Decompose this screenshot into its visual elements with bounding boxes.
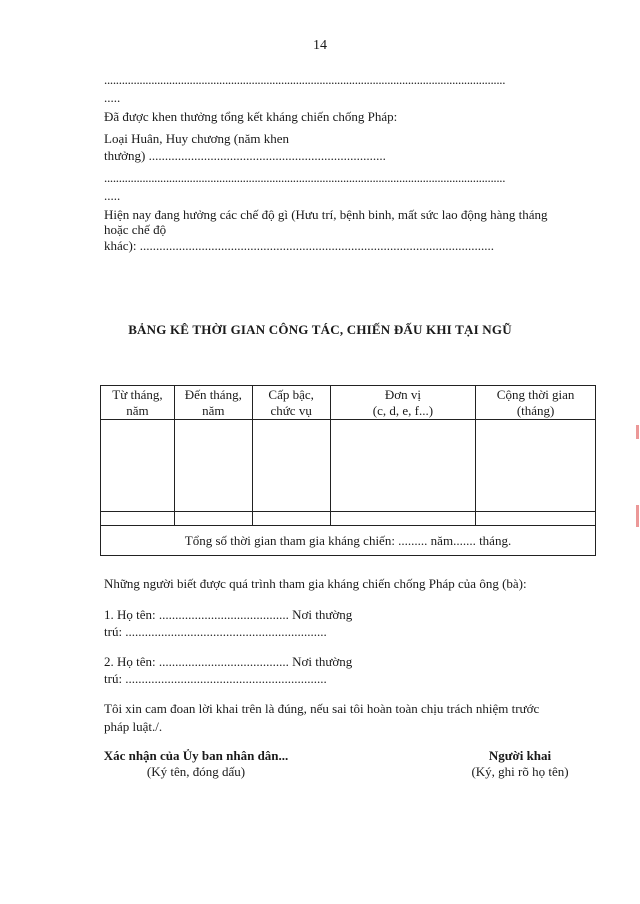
service-table	[100, 385, 596, 556]
table-cell[interactable]	[330, 420, 476, 512]
signature-block-left	[84, 748, 308, 780]
table-row	[101, 420, 596, 512]
header-from-date: Từ tháng, năm	[101, 386, 175, 420]
table-cell[interactable]	[101, 512, 175, 526]
table-cell[interactable]	[101, 420, 175, 512]
table-cell[interactable]	[476, 420, 596, 512]
benefit-line: khác): .............................................................................................................	[104, 238, 494, 253]
table-cell[interactable]	[330, 512, 476, 526]
dotted-line: .....	[104, 90, 121, 105]
table-cell[interactable]	[174, 512, 252, 526]
table-row	[101, 512, 596, 526]
benefit-line: hoặc chế độ	[104, 222, 167, 237]
dotted-line: .....	[104, 188, 121, 203]
scan-edge-mark	[636, 505, 639, 527]
witness-1-name: 1. Họ tên: ........................................ Nơi thường	[104, 607, 353, 622]
table-cell[interactable]	[252, 420, 330, 512]
medal-line: Loại Huân, Huy chương (năm khen	[104, 131, 290, 146]
witness-intro: Những người biết được quá trình tham gia kháng chiến chống Pháp của ông (bà):	[104, 576, 527, 591]
dotted-line: ........................................................................................................................................	[104, 170, 506, 185]
dotted-line: ........................................................................................................................................	[104, 72, 506, 87]
signature-left-title: Xác nhận của Ủy ban nhân dân...	[103, 748, 289, 763]
signature-right-note: (Ký, ghi rõ họ tên)	[471, 764, 569, 779]
scan-edge-mark	[636, 425, 639, 439]
signature-left-note: (Ký tên, đóng dấu)	[146, 764, 246, 779]
header-unit: Đơn vị (c, d, e, f...)	[330, 386, 476, 420]
table-cell[interactable]	[476, 512, 596, 526]
table-title: BẢNG KÊ THỜI GIAN CÔNG TÁC, CHIẾN ĐẤU KHI TẠI NGŨ	[128, 322, 512, 337]
header-rank: Cấp bậc, chức vụ	[252, 386, 330, 420]
commitment-line: pháp luật./.	[104, 719, 163, 734]
signature-right-title: Người khai	[488, 748, 552, 763]
page-number: 14	[313, 38, 327, 53]
header-total-months: Cộng thời gian (tháng)	[476, 386, 596, 420]
witness-2-name: 2. Họ tên: ........................................ Nơi thường	[104, 654, 353, 669]
commitment-line: Tôi xin cam đoan lời khai trên là đúng, nếu sai tôi hoàn toàn chịu trách nhiệm trước	[104, 701, 540, 716]
witness-1-address: trú: ..............................................................	[104, 624, 327, 639]
total-time-cell: Tổng số thời gian tham gia kháng chiến: ......... năm....... tháng.	[101, 526, 596, 556]
table-total-row	[101, 526, 596, 556]
benefit-line: Hiện nay đang hưởng các chế độ gì (Hưu trí, bệnh binh, mất sức lao động hàng tháng	[104, 207, 548, 222]
table-header-row	[101, 386, 596, 420]
witness-2-address: trú: ..............................................................	[104, 671, 327, 686]
medal-year-line: thưởng) .........................................................................	[104, 148, 386, 163]
table-cell[interactable]	[252, 512, 330, 526]
commendation-line: Đã được khen thưởng tổng kết kháng chiến chống Pháp:	[104, 109, 398, 124]
signature-block-right	[440, 748, 600, 780]
table-cell[interactable]	[174, 420, 252, 512]
header-to-date: Đến tháng, năm	[174, 386, 252, 420]
